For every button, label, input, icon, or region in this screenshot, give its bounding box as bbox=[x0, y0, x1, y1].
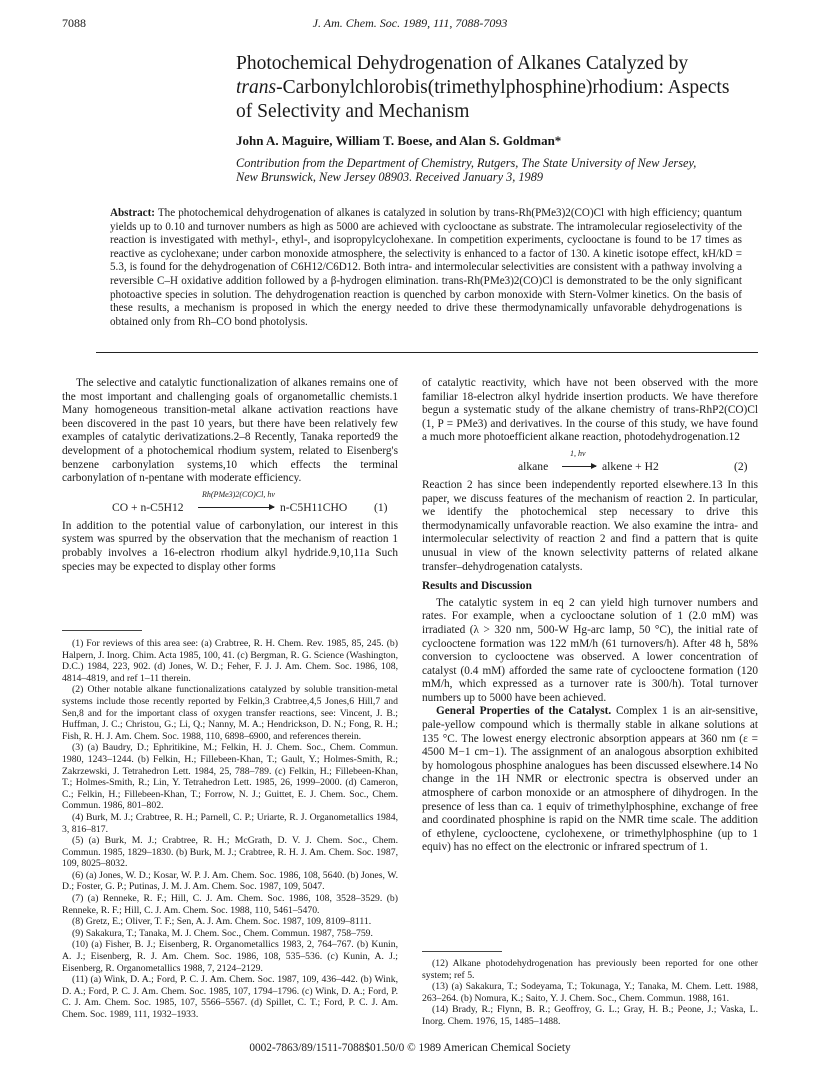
section-heading: Results and Discussion bbox=[422, 580, 532, 593]
left-paragraph-2: In addition to the potential value of carbonylation, our interest in this system was spurred by the observation that the mechanism of reaction 1 probably involves a 16-electron rhodium alkyl hydride.9,10,11a Such species may be expected to display other forms bbox=[62, 519, 398, 573]
footnote: (9) Sakakura, T.; Tanaka, M. J. Chem. Soc., Chem. Commun. 1987, 758–759. bbox=[72, 927, 373, 939]
right-paragraph-2: Reaction 2 has since been independently reported elsewhere.13 In this paper, we discuss features of the mechanism of reaction 2. In particular, we identify the photochemical step necessary to drive this thermodynamically unfavorable reaction. We also examine the intra- and intermolecular selectivity of reaction 2 and find a pattern that is quite unusual in view of the known selectivity patterns of related alkane transfer–dehydrogenation catalysts. bbox=[422, 478, 758, 573]
title-line-1: Photochemical Dehydrogenation of Alkanes Catalyzed by bbox=[236, 53, 689, 74]
right-column bbox=[422, 377, 758, 855]
equation-1 bbox=[62, 486, 398, 520]
footnote: (6) (a) Jones, W. D.; Kosar, W. P. J. Am. Chem. Soc. 1986, 108, 5640. (b) Jones, W. D.; Foster, G. P.; Putinas, J. M. J. Am. Chem. Soc. 1987, 109, 5047. bbox=[62, 869, 398, 893]
affiliation-line-2: New Brunswick, New Jersey 08903. Received January 3, 1989 bbox=[236, 170, 544, 184]
footnote: (10) (a) Fisher, B. J.; Eisenberg, R. Organometallics 1983, 2, 764–767. (b) Kunin, A. J.; Eisenberg, R. J. Am. Chem. Soc. 1986, 108, 535–536. (c) Kunin, A. J.; Eisenberg, R. Organometallics 1988, 7, 2124–2129. bbox=[62, 939, 398, 974]
page-number: 7088 bbox=[62, 16, 86, 30]
footnote: (3) (a) Baudry, D.; Ephritikine, M.; Felkin, H. J. Chem. Soc., Chem. Commun. 1980, 1243–1244. (b) Felkin, H.; Fillebeen-Khan, T.; Gault, Y.; Holmes-Smith, R.; Zakrzewski, J. Tetrahedron Lett. 1984, 25, 788–789. (c) Felkin, H.; Fillebeen-Khan, T.; Holmes-Smith, R.; Lin, Y. Tetrahedron Lett. 1985, 26, 1999–2000. (d) Cameron, C.; Felkin, H.; Fillebeen-Khan, T.; Forrow, N. J.; Guittet, E. J. Chem. Soc., Chem. Commun. 1986, 801–802. bbox=[62, 742, 398, 812]
author-list: John A. Maguire, William T. Boese, and Alan S. Goldman* bbox=[236, 133, 562, 148]
title-line-2: -Carbonylchlorobis(trimethylphosphine)rhodium: Aspects bbox=[276, 77, 730, 98]
footnote-rule-right bbox=[422, 951, 502, 952]
affiliation bbox=[236, 156, 776, 184]
footnote: (7) (a) Renneke, R. F.; Hill, C. J. Am. Chem. Soc. 1986, 108, 3528–3529. (b) Renneke, R. F.; Hill, C. J. Am. Chem. Soc. 1988, 110, 5461–5470. bbox=[62, 893, 398, 916]
left-column bbox=[62, 377, 398, 574]
abstract-divider bbox=[96, 352, 758, 353]
abstract-label: Abstract: bbox=[110, 207, 155, 219]
title-trans-prefix: trans bbox=[236, 77, 277, 98]
right-paragraph-4 bbox=[422, 705, 758, 855]
footnote: (13) (a) Sakakura, T.; Sodeyama, T.; Tokunaga, Y.; Tanaka, M. Chem. Lett. 1988, 263–264. (b) Nomura, K.; Saito, Y. J. Chem. Soc., Chem. Commun. 1988, 161. bbox=[422, 981, 758, 1004]
subsection-heading: General Properties of the Catalyst. bbox=[436, 705, 612, 718]
footnote-rule-left bbox=[62, 630, 142, 631]
footnotes-left bbox=[62, 638, 398, 1021]
footnote: (11) (a) Wink, D. A.; Ford, P. C. J. Am. Chem. Soc. 1987, 109, 436–442. (b) Wink, D. A.; Ford, P. C. J. Am. Chem. Soc. 1985, 107, 1794–1796. (c) Wink, D. A.; Ford, P. C. J. Am. Chem. Soc. 1985, 107, 5566–5567. (d) Spillet, C. T.; Ford, P. C. J. Am. Chem. Soc. 1989, 111, 1932–1933. bbox=[62, 974, 398, 1020]
footnote: (12) Alkane photodehydrogenation has previously been reported for one other system; ref 5. bbox=[422, 958, 758, 981]
abstract-text: The photochemical dehydrogenation of alkanes is catalyzed in solution by trans-Rh(PMe3)2(CO)Cl with high efficiency; quantum yields up to 0.10 and turnover numbers as high as 5000 are achieved with cyclooctane as substrate. The intramolecular regioselectivity of the reaction is investigated with methyl-, ethyl-, and isopropylcyclohexane. In competition experiments, cyclooctane is found to be 17 times as reactive as cyclohexane; under carbon monoxide atmosphere, the selectivity is enhanced to a factor of 130. A kinetic isotope effect, kH/kD = 5.3, is found for the dehydrogenation of C6H12/C6D12. Both intra- and intermolecular selectivities are consistent with a pathway involving a reversible C–H oxidative addition followed by a β-hydrogen elimination. trans-Rh(PMe3)2(CO)Cl is demonstrated to be the only significant photoactive species in solution. The dehydrogenation reaction is quenched by carbon monoxide with Stern-Volmer kinetics. On the basis of these results, a mechanism is proposed in which the energy needed to drive these thermodynamically unfavorable dehydrogenations is obtained only from Rh–CO bond photolysis. bbox=[110, 207, 742, 328]
footnote: (2) Other notable alkane functionalizations catalyzed by soluble transition-metal systems include those recently reported by Felkin,3 Crabtree,4,5 Jones,6 Hill,7 and Sen,8 and for the important class of oxygen transfer reactions, see: Vincent, J. B.; Huffman, J. C.; Christou, G.; Li, Q.; Nanny, M. A.; Hendrickson, D. N.; Fong, R. H.; Fish, R. H. J. Am. Chem. Soc. 1988, 110, 6898–6900, and references therein. bbox=[62, 684, 398, 742]
eq2-conditions: 1, hν bbox=[570, 448, 586, 458]
page-footer: 0002-7863/89/1511-7088$01.50/0 © 1989 American Chemical Society bbox=[249, 1042, 571, 1054]
right-paragraph-1: of catalytic reactivity, which have not been observed with the more familiar 18-electron alkyl hydride insertion products. We have therefore begun a systematic study of the alkane chemistry of trans-RhP2(CO)Cl (1, P = PMe3) and derivatives. In the course of this study, we have found a much more photoefficient alkane reaction, photodehydrogenation.12 bbox=[422, 377, 758, 444]
eq1-conditions: Rh(PMe3)2(CO)Cl, hν bbox=[202, 489, 275, 499]
eq2-number: (2) bbox=[734, 459, 748, 473]
eq2-arrow bbox=[562, 466, 596, 467]
footnote: (4) Burk, M. J.; Crabtree, R. H.; Parnell, C. P.; Uriarte, R. J. Organometallics 1984, 3, 816–817. bbox=[62, 811, 398, 835]
title-line-3: of Selectivity and Mechanism bbox=[236, 101, 470, 122]
right-paragraph-3: The catalytic system in eq 2 can yield high turnover numbers and rates. For example, when a cyclooctane solution of 1 (2.0 mM) was irradiated (λ > 320 nm, 500-W Hg-arc lamp, 50 °C), the initial rate of cyclooctene formation was 122 mM/h (61 turnovers/h). After 48 h, 58% conversion to cyclooctene was observed. A lower concentration of catalyst (0.4 mM) afforded the same rate of cyclooctene formation (120 mM/h, which expressed as a turnover rate is 300/h). Total turnover numbers up to 5000 have been achieved. bbox=[422, 596, 758, 704]
abstract bbox=[110, 207, 742, 329]
eq2-reactants: alkane bbox=[518, 459, 549, 473]
eq1-arrow bbox=[198, 507, 274, 508]
article-title bbox=[236, 52, 756, 124]
footnote: (1) For reviews of this area see: (a) Crabtree, R. H. Chem. Rev. 1985, 85, 245. (b) Halpern, J. Inorg. Chim. Acta 1985, 100, 41. (c) Bergman, R. G. Science (Washington, D.C.) 1984, 223, 902. (d) Jones, W. D.; Feher, F. J. J. Am. Chem. Soc. 1986, 108, 4814–4819, and ref 1–11 therein. bbox=[62, 638, 398, 684]
affiliation-line-1: Contribution from the Department of Chemistry, Rutgers, The State University of New Jersey, bbox=[236, 156, 697, 170]
footnotes-right bbox=[422, 958, 758, 1028]
equation-2 bbox=[422, 445, 758, 479]
eq1-number: (1) bbox=[374, 500, 388, 514]
eq2-products: alkene + H2 bbox=[602, 459, 659, 473]
footnote: (5) (a) Burk, M. J.; Crabtree, R. H.; McGrath, D. V. J. Chem. Soc., Chem. Commun. 1985, 1829–1830. (b) Burk, M. J.; Crabtree, R. H. J. Am. Chem. Soc. 1987, 109, 8025–8032. bbox=[62, 835, 398, 870]
footnote: (14) Brady, R.; Flynn, B. R.; Geoffroy, G. L.; Gray, H. B.; Peone, J.; Vaska, L. Inorg. Chem. 1976, 15, 1485–1488. bbox=[422, 1004, 758, 1027]
running-head: J. Am. Chem. Soc. 1989, 111, 7088-7093 bbox=[312, 16, 508, 30]
eq1-products: n-C5H11CHO bbox=[280, 500, 348, 514]
right-paragraph-4-text: Complex 1 is an air-sensitive, pale-yellow compound which is thermally stable in alkane solutions at 135 °C. The lowest energy electronic absorption appears at 360 nm (ε = 4500 M−1 cm−1). The assignment of an analogous absorption exhibited by homologous phosphine analogues has been discussed elsewhere.14 No change in the 1H NMR or electronic spectra is observed under an atmosphere of carbon monoxide or an atmosphere of dihydrogen. In the presence of less than ca. 1 equiv of trimethylphosphine, exchange of free and coordinated phosphine is rapid on the NMR time scale. The addition of ethylene, cyclooctene, cyclohexene, or trimethylphosphine (up to 1 equiv) has no effect on the electronic or infrared spectrum of 1. bbox=[422, 705, 758, 854]
eq1-reactants: CO + n-C5H12 bbox=[112, 500, 184, 514]
intro-paragraph: The selective and catalytic functionalization of alkanes remains one of the most important and challenging goals of organometallic chemists.1 Many homogeneous transition-metal alkane activation reactions have been discovered in the past 10 years, but there have been relatively few examples of catalytic derivatizations.2–8 Recently, Tanaka reported9 the development of a photochemical rhodium system, related to Eisenberg's benzene carbonylation systems,10 which effects the terminal carbonylation of n-pentane with moderate efficiency. bbox=[62, 377, 398, 485]
footnote: (8) Gretz, E.; Oliver, T. F.; Sen, A. J. Am. Chem. Soc. 1987, 109, 8109–8111. bbox=[72, 916, 372, 928]
